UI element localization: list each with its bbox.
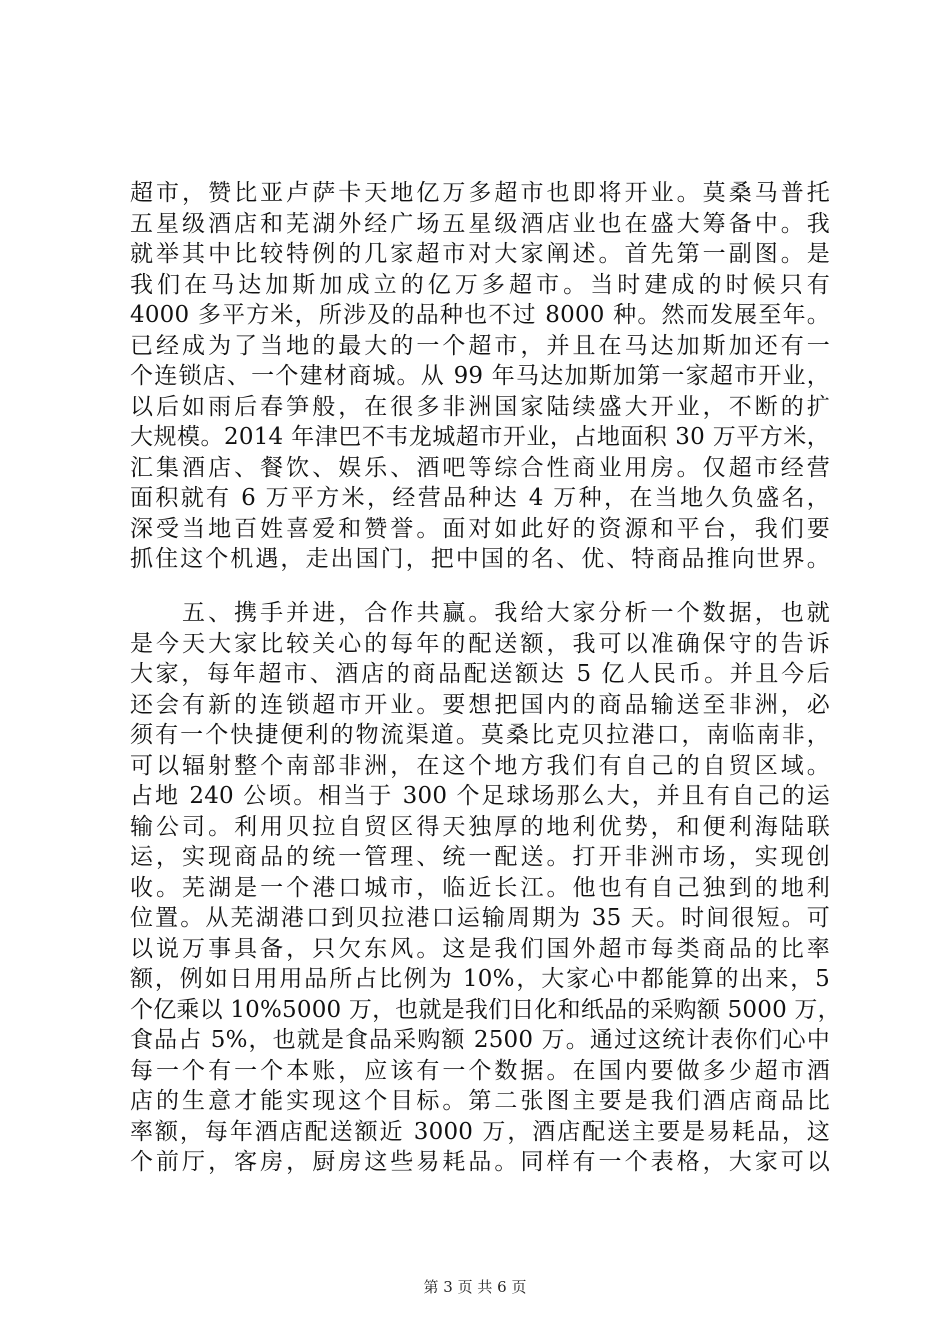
text-line: 以说万事具备，只欠东风。这是我们国外超市每类商品的比率 xyxy=(130,935,830,962)
text-line: 深受当地百姓喜爱和赞誉。面对如此好的资源和平台，我们要 xyxy=(130,515,830,542)
paragraph-supermarkets xyxy=(130,178,830,575)
text-line: 个前厅，客房，厨房这些易耗品。同样有一个表格，大家可以 xyxy=(130,1149,830,1175)
text-line: 面积就有 6 万平方米，经营品种达 4 万种，在当地久负盛名， xyxy=(130,485,830,511)
text-line: 五星级酒店和芜湖外经广场五星级酒店业也在盛大筹备中。我 xyxy=(130,210,830,237)
text-line: 个亿乘以 10%5000 万，也就是我们日化和纸品的采购额 5000 万， xyxy=(130,996,841,1023)
text-line: 汇集酒店、餐饮、娱乐、酒吧等综合性商业用房。仅超市经营 xyxy=(130,454,830,481)
text-line: 食品占 5%，也就是食品采购额 2500 万。通过这统计表你们心中 xyxy=(130,1027,830,1053)
text-line: 就举其中比较特例的几家超市对大家阐述。首先第一副图。是 xyxy=(130,241,830,267)
text-line: 运，实现商品的统一管理、统一配送。打开非洲市场，实现创 xyxy=(130,844,830,870)
text-line: 还会有新的连锁超市开业。要想把国内的商品输送至非洲，必 xyxy=(130,691,830,718)
text-line: 店的生意才能实现这个目标。第二张图主要是我们酒店商品比 xyxy=(130,1088,830,1114)
text-line: 已经成为了当地的最大的一个超市，并且在马达加斯加还有一 xyxy=(130,332,830,359)
text-line: 抓住这个机遇，走出国门，把中国的名、优、特商品推向世界。 xyxy=(130,546,830,572)
text-line: 4000 多平方米，所涉及的品种也不过 8000 种。然而发展至年。 xyxy=(130,302,830,328)
text-line: 每一个有一个本账，应该有一个数据。在国内要做多少超市酒 xyxy=(130,1057,830,1084)
text-line: 额，例如日用用品所占比例为 10%，大家心中都能算的出来，5 xyxy=(130,966,830,992)
text-line: 五、携手并进，合作共赢。我给大家分析一个数据，也就 xyxy=(130,600,830,626)
text-line: 个连锁店、一个建材商城。从 99 年马达加斯加第一家超市开业， xyxy=(130,363,830,389)
text-line: 可以辐射整个南部非洲，在这个地方我们有自己的自贸区域。 xyxy=(130,752,830,779)
paragraph-cooperation xyxy=(130,598,841,1178)
text-line: 占地 240 公顷。相当于 300 个足球场那么大，并且有自己的运 xyxy=(130,783,830,809)
text-line: 收。芜湖是一个港口城市，临近长江。他也有自己独到的地利 xyxy=(130,874,830,901)
text-line: 大家，每年超市、酒店的商品配送额达 5 亿人民币。并且今后 xyxy=(130,661,830,687)
text-line: 是今天大家比较关心的每年的配送额，我可以准确保守的告诉 xyxy=(130,630,830,657)
text-line: 我们在马达加斯加成立的亿万多超市。当时建成的时候只有 xyxy=(130,271,830,298)
text-line: 输公司。利用贝拉自贸区得天独厚的地利优势，和便利海陆联 xyxy=(130,813,830,840)
text-line: 位置。从芜湖港口到贝拉港口运输周期为 35 天。时间很短。可 xyxy=(130,905,830,931)
text-line: 率额，每年酒店配送额近 3000 万，酒店配送主要是易耗品，这 xyxy=(130,1118,830,1145)
page-number-footer: 第 3 页 共 6 页 xyxy=(423,1278,527,1296)
text-line: 超市，赞比亚卢萨卡天地亿万多超市也即将开业。莫桑马普托 xyxy=(130,180,830,206)
text-line: 以后如雨后春笋般，在很多非洲国家陆续盛大开业，不断的扩 xyxy=(130,393,830,420)
text-line: 大规模。2014 年津巴不韦龙城超市开业，占地面积 30 万平方米， xyxy=(130,424,830,450)
text-line: 须有一个快捷便利的物流渠道。莫桑比克贝拉港口，南临南非， xyxy=(130,722,830,748)
